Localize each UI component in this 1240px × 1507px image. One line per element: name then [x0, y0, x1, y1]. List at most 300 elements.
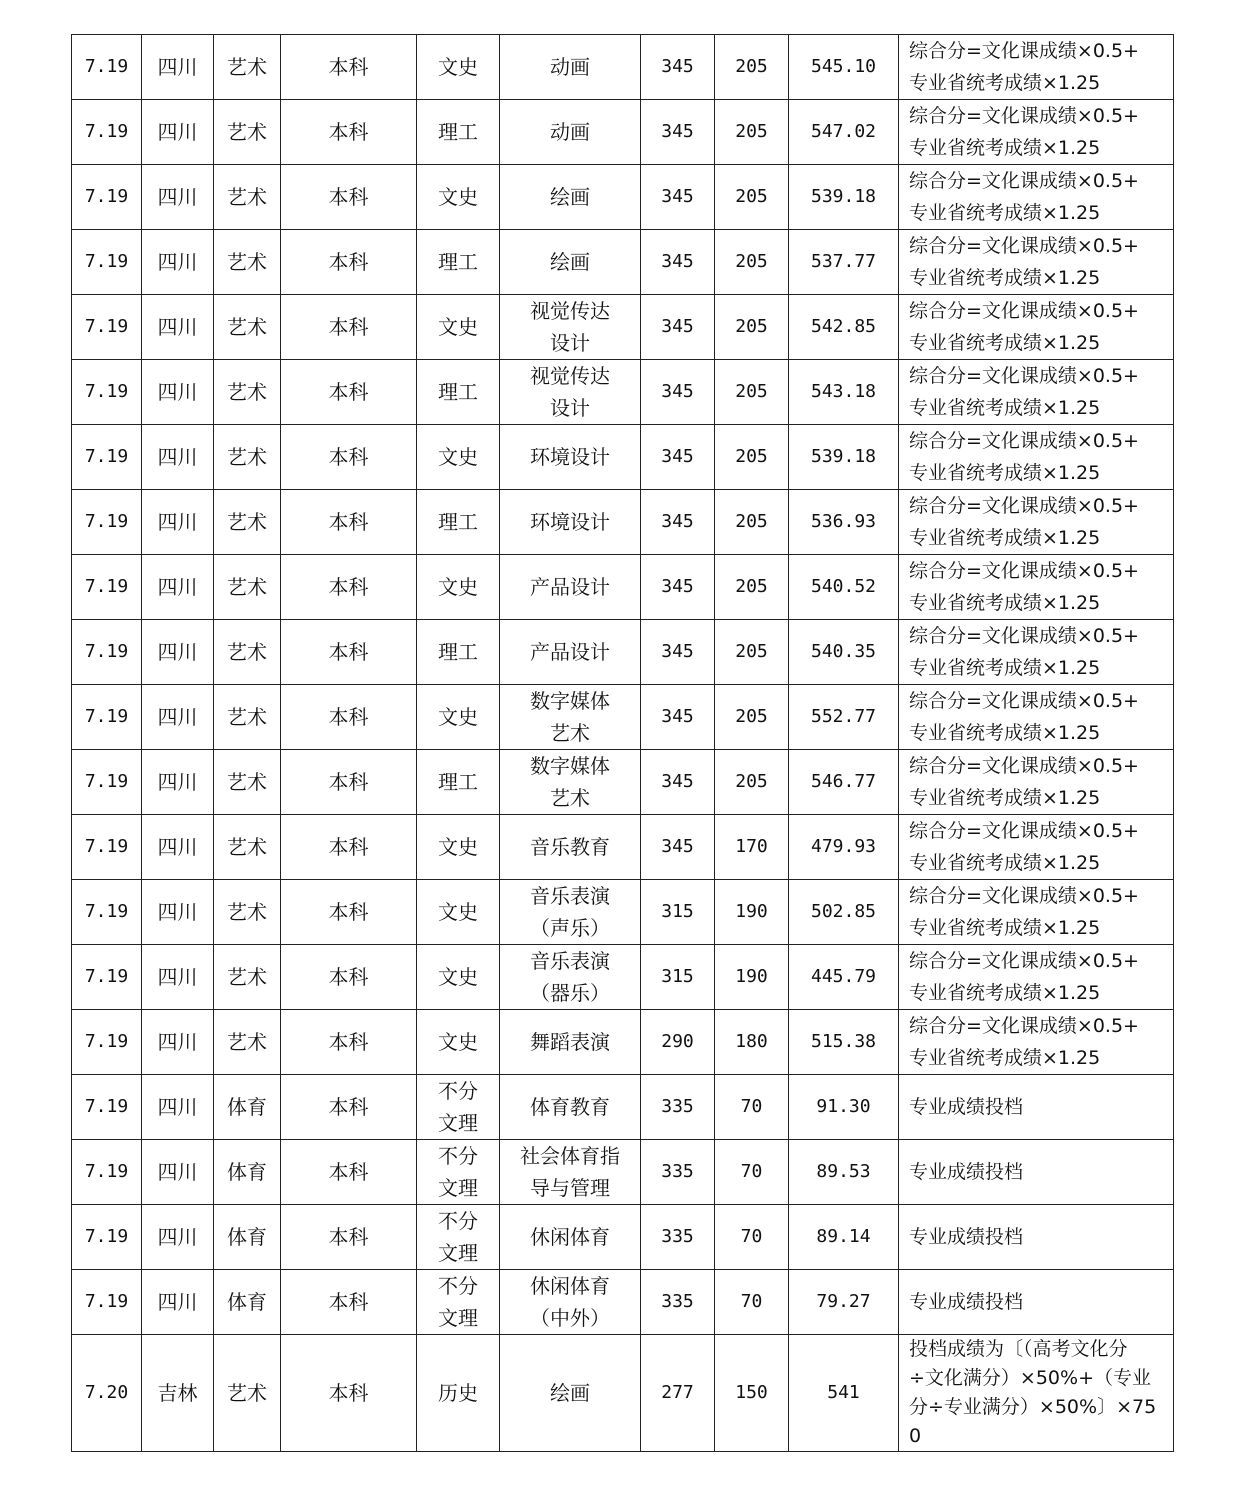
table-row — [72, 815, 1174, 880]
date-cell: 7.19 — [72, 945, 142, 1010]
date-cell: 7.19 — [72, 880, 142, 945]
level-cell: 本科 — [281, 815, 417, 880]
pro-line-cell: 190 — [715, 945, 789, 1010]
rule-cell-line: 专业省统考成绩×1.25 — [909, 202, 1101, 224]
pro-line-cell: 205 — [715, 295, 789, 360]
province-cell: 四川 — [142, 880, 214, 945]
track-cell-line: 理工 — [438, 120, 478, 144]
min-score-cell: 91.30 — [789, 1075, 899, 1140]
track-cell-line: 文史 — [438, 55, 478, 79]
level-cell: 本科 — [281, 880, 417, 945]
category-cell: 艺术 — [214, 555, 281, 620]
major-cell-line: 音乐表演 — [530, 949, 610, 973]
track-cell — [417, 165, 500, 230]
track-cell — [417, 360, 500, 425]
category-cell: 艺术 — [214, 620, 281, 685]
pro-line-cell: 150 — [715, 1335, 789, 1452]
table-row — [72, 750, 1174, 815]
rule-cell-line: 专业省统考成绩×1.25 — [909, 787, 1101, 809]
province-cell: 四川 — [142, 750, 214, 815]
table-row — [72, 620, 1174, 685]
track-cell-line: 文史 — [438, 185, 478, 209]
date-cell: 7.19 — [72, 1075, 142, 1140]
rule-cell — [899, 425, 1174, 490]
table-row — [72, 100, 1174, 165]
pro-line-cell: 205 — [715, 685, 789, 750]
rule-cell — [899, 490, 1174, 555]
table-row — [72, 1075, 1174, 1140]
rule-cell-line: 专业省统考成绩×1.25 — [909, 462, 1101, 484]
rule-cell — [899, 945, 1174, 1010]
table-row — [72, 555, 1174, 620]
min-score-cell: 539.18 — [789, 165, 899, 230]
category-cell: 艺术 — [214, 230, 281, 295]
rule-cell — [899, 35, 1174, 100]
pro-line-cell: 70 — [715, 1140, 789, 1205]
table-row — [72, 1270, 1174, 1335]
level-cell: 本科 — [281, 1010, 417, 1075]
min-score-cell: 479.93 — [789, 815, 899, 880]
major-cell — [500, 425, 641, 490]
level-cell: 本科 — [281, 295, 417, 360]
level-cell: 本科 — [281, 945, 417, 1010]
province-cell: 四川 — [142, 425, 214, 490]
culture-line-cell: 345 — [641, 35, 715, 100]
province-cell: 四川 — [142, 555, 214, 620]
major-cell — [500, 685, 641, 750]
track-cell-line: 文史 — [438, 575, 478, 599]
province-cell: 吉林 — [142, 1335, 214, 1452]
track-cell-line: 文史 — [438, 445, 478, 469]
major-cell-line: 设计 — [550, 331, 590, 355]
category-cell: 体育 — [214, 1140, 281, 1205]
province-cell: 四川 — [142, 685, 214, 750]
table-row — [72, 1335, 1174, 1452]
major-cell-line: 绘画 — [550, 1381, 590, 1405]
major-cell-line: 产品设计 — [530, 640, 610, 664]
pro-line-cell: 70 — [715, 1270, 789, 1335]
track-cell — [417, 685, 500, 750]
date-cell: 7.19 — [72, 425, 142, 490]
rule-cell — [899, 620, 1174, 685]
category-cell: 艺术 — [214, 1010, 281, 1075]
track-cell — [417, 750, 500, 815]
pro-line-cell: 205 — [715, 35, 789, 100]
major-cell-line: 绘画 — [550, 185, 590, 209]
min-score-cell: 445.79 — [789, 945, 899, 1010]
min-score-cell: 546.77 — [789, 750, 899, 815]
culture-line-cell: 345 — [641, 360, 715, 425]
track-cell-line: 不分 — [438, 1209, 478, 1233]
category-cell: 体育 — [214, 1270, 281, 1335]
level-cell: 本科 — [281, 490, 417, 555]
rule-cell-line: 专业省统考成绩×1.25 — [909, 982, 1101, 1004]
rule-cell-line: 专业成绩投档 — [909, 1096, 1024, 1118]
pro-line-cell: 205 — [715, 750, 789, 815]
table-row — [72, 425, 1174, 490]
major-cell-line: 休闲体育 — [530, 1225, 610, 1249]
rule-cell-line: 专业成绩投档 — [909, 1291, 1024, 1313]
date-cell: 7.19 — [72, 620, 142, 685]
min-score-cell: 89.14 — [789, 1205, 899, 1270]
major-cell-line: 舞蹈表演 — [530, 1030, 610, 1054]
rule-cell-line: ÷文化满分）×50%+（专业 — [909, 1367, 1151, 1389]
min-score-cell: 540.35 — [789, 620, 899, 685]
province-cell: 四川 — [142, 295, 214, 360]
rule-cell-line: 综合分=文化课成绩×0.5+ — [909, 40, 1139, 62]
track-cell-line: 不分 — [438, 1274, 478, 1298]
track-cell-line: 不分 — [438, 1144, 478, 1168]
track-cell-line: 文史 — [438, 900, 478, 924]
major-cell — [500, 230, 641, 295]
min-score-cell: 542.85 — [789, 295, 899, 360]
table-row — [72, 35, 1174, 100]
major-cell-line: 体育教育 — [530, 1095, 610, 1119]
min-score-cell: 547.02 — [789, 100, 899, 165]
track-cell-line: 文理 — [438, 1241, 478, 1265]
date-cell: 7.19 — [72, 555, 142, 620]
min-score-cell: 541 — [789, 1335, 899, 1452]
pro-line-cell: 70 — [715, 1205, 789, 1270]
major-cell — [500, 165, 641, 230]
track-cell-line: 文理 — [438, 1306, 478, 1330]
major-cell — [500, 1335, 641, 1452]
province-cell: 四川 — [142, 100, 214, 165]
level-cell: 本科 — [281, 1075, 417, 1140]
date-cell: 7.19 — [72, 815, 142, 880]
major-cell-line: 环境设计 — [530, 510, 610, 534]
track-cell-line: 历史 — [438, 1381, 478, 1405]
table-row — [72, 685, 1174, 750]
rule-cell-line: 专业省统考成绩×1.25 — [909, 137, 1101, 159]
culture-line-cell: 290 — [641, 1010, 715, 1075]
major-cell-line: 艺术 — [550, 721, 590, 745]
major-cell-line: 休闲体育 — [530, 1274, 610, 1298]
category-cell: 艺术 — [214, 880, 281, 945]
table-row — [72, 360, 1174, 425]
min-score-cell: 540.52 — [789, 555, 899, 620]
province-cell: 四川 — [142, 230, 214, 295]
culture-line-cell: 345 — [641, 295, 715, 360]
min-score-cell: 545.10 — [789, 35, 899, 100]
rule-cell — [899, 1205, 1174, 1270]
rule-cell-line: 专业省统考成绩×1.25 — [909, 1047, 1101, 1069]
major-cell — [500, 1010, 641, 1075]
table-row — [72, 1140, 1174, 1205]
category-cell: 艺术 — [214, 750, 281, 815]
major-cell — [500, 880, 641, 945]
major-cell-line: 艺术 — [550, 786, 590, 810]
major-cell-line: 视觉传达 — [530, 299, 610, 323]
level-cell: 本科 — [281, 230, 417, 295]
province-cell: 四川 — [142, 1140, 214, 1205]
category-cell: 体育 — [214, 1205, 281, 1270]
track-cell-line: 文史 — [438, 705, 478, 729]
rule-cell-line: 专业成绩投档 — [909, 1161, 1024, 1183]
track-cell — [417, 1075, 500, 1140]
date-cell: 7.19 — [72, 1270, 142, 1335]
pro-line-cell: 205 — [715, 360, 789, 425]
category-cell: 艺术 — [214, 35, 281, 100]
level-cell: 本科 — [281, 750, 417, 815]
level-cell: 本科 — [281, 35, 417, 100]
date-cell: 7.19 — [72, 100, 142, 165]
min-score-cell: 539.18 — [789, 425, 899, 490]
rule-cell-line: 综合分=文化课成绩×0.5+ — [909, 1015, 1139, 1037]
track-cell — [417, 35, 500, 100]
min-score-cell: 515.38 — [789, 1010, 899, 1075]
culture-line-cell: 345 — [641, 815, 715, 880]
province-cell: 四川 — [142, 490, 214, 555]
level-cell: 本科 — [281, 685, 417, 750]
major-cell — [500, 555, 641, 620]
level-cell: 本科 — [281, 165, 417, 230]
min-score-cell: 89.53 — [789, 1140, 899, 1205]
rule-cell-line: 综合分=文化课成绩×0.5+ — [909, 105, 1139, 127]
culture-line-cell: 345 — [641, 425, 715, 490]
province-cell: 四川 — [142, 1270, 214, 1335]
level-cell: 本科 — [281, 1140, 417, 1205]
track-cell — [417, 880, 500, 945]
rule-cell-line: 综合分=文化课成绩×0.5+ — [909, 950, 1139, 972]
level-cell: 本科 — [281, 425, 417, 490]
rule-cell — [899, 1010, 1174, 1075]
major-cell-line: 绘画 — [550, 250, 590, 274]
rule-cell-line: 综合分=文化课成绩×0.5+ — [909, 495, 1139, 517]
pro-line-cell: 205 — [715, 230, 789, 295]
province-cell: 四川 — [142, 35, 214, 100]
rule-cell-line: 综合分=文化课成绩×0.5+ — [909, 170, 1139, 192]
pro-line-cell: 70 — [715, 1075, 789, 1140]
level-cell: 本科 — [281, 100, 417, 165]
min-score-cell: 79.27 — [789, 1270, 899, 1335]
rule-cell-line: 综合分=文化课成绩×0.5+ — [909, 300, 1139, 322]
date-cell: 7.19 — [72, 1205, 142, 1270]
category-cell: 艺术 — [214, 945, 281, 1010]
major-cell-line: 音乐表演 — [530, 884, 610, 908]
rule-cell-line: 专业省统考成绩×1.25 — [909, 917, 1101, 939]
track-cell-line: 文史 — [438, 1030, 478, 1054]
category-cell: 艺术 — [214, 1335, 281, 1452]
major-cell — [500, 1205, 641, 1270]
date-cell: 7.19 — [72, 685, 142, 750]
category-cell: 体育 — [214, 1075, 281, 1140]
table-row — [72, 945, 1174, 1010]
date-cell: 7.19 — [72, 490, 142, 555]
track-cell — [417, 815, 500, 880]
track-cell-line: 理工 — [438, 770, 478, 794]
culture-line-cell: 315 — [641, 880, 715, 945]
province-cell: 四川 — [142, 620, 214, 685]
date-cell: 7.19 — [72, 230, 142, 295]
rule-cell — [899, 1270, 1174, 1335]
major-cell-line: 数字媒体 — [530, 689, 610, 713]
level-cell: 本科 — [281, 1335, 417, 1452]
table-row — [72, 295, 1174, 360]
culture-line-cell: 345 — [641, 165, 715, 230]
min-score-cell: 543.18 — [789, 360, 899, 425]
major-cell — [500, 360, 641, 425]
min-score-cell: 502.85 — [789, 880, 899, 945]
date-cell: 7.19 — [72, 1140, 142, 1205]
pro-line-cell: 205 — [715, 425, 789, 490]
major-cell — [500, 35, 641, 100]
culture-line-cell: 345 — [641, 685, 715, 750]
major-cell — [500, 1270, 641, 1335]
rule-cell — [899, 815, 1174, 880]
track-cell — [417, 100, 500, 165]
province-cell: 四川 — [142, 1010, 214, 1075]
rule-cell — [899, 230, 1174, 295]
track-cell — [417, 620, 500, 685]
category-cell: 艺术 — [214, 685, 281, 750]
date-cell: 7.19 — [72, 750, 142, 815]
min-score-cell: 537.77 — [789, 230, 899, 295]
major-cell — [500, 620, 641, 685]
culture-line-cell: 345 — [641, 490, 715, 555]
pro-line-cell: 180 — [715, 1010, 789, 1075]
province-cell: 四川 — [142, 1205, 214, 1270]
date-cell: 7.20 — [72, 1335, 142, 1452]
major-cell — [500, 1140, 641, 1205]
rule-cell-line: 综合分=文化课成绩×0.5+ — [909, 625, 1139, 647]
rule-cell — [899, 1140, 1174, 1205]
rule-cell-line: 综合分=文化课成绩×0.5+ — [909, 885, 1139, 907]
category-cell: 艺术 — [214, 815, 281, 880]
culture-line-cell: 345 — [641, 230, 715, 295]
rule-cell-line: 专业省统考成绩×1.25 — [909, 267, 1101, 289]
rule-cell-line: 投档成绩为〔（高考文化分 — [909, 1338, 1128, 1360]
major-cell-line: 视觉传达 — [530, 364, 610, 388]
rule-cell — [899, 1335, 1174, 1452]
level-cell: 本科 — [281, 620, 417, 685]
major-cell-line: 音乐教育 — [530, 835, 610, 859]
province-cell: 四川 — [142, 360, 214, 425]
rule-cell — [899, 295, 1174, 360]
culture-line-cell: 315 — [641, 945, 715, 1010]
track-cell — [417, 1010, 500, 1075]
culture-line-cell: 345 — [641, 750, 715, 815]
track-cell-line: 文史 — [438, 965, 478, 989]
category-cell: 艺术 — [214, 425, 281, 490]
major-cell-line: 动画 — [550, 120, 590, 144]
track-cell — [417, 425, 500, 490]
date-cell: 7.19 — [72, 360, 142, 425]
rule-cell-line: 综合分=文化课成绩×0.5+ — [909, 365, 1139, 387]
rule-cell — [899, 685, 1174, 750]
major-cell-line: （中外） — [530, 1306, 610, 1330]
track-cell — [417, 945, 500, 1010]
category-cell: 艺术 — [214, 295, 281, 360]
major-cell — [500, 100, 641, 165]
rule-cell-line: 综合分=文化课成绩×0.5+ — [909, 430, 1139, 452]
table-row — [72, 880, 1174, 945]
track-cell-line: 文史 — [438, 835, 478, 859]
rule-cell-line: 专业省统考成绩×1.25 — [909, 592, 1101, 614]
rule-cell — [899, 1075, 1174, 1140]
rule-cell-line: 综合分=文化课成绩×0.5+ — [909, 690, 1139, 712]
level-cell: 本科 — [281, 1270, 417, 1335]
rule-cell-line: 专业省统考成绩×1.25 — [909, 397, 1101, 419]
category-cell: 艺术 — [214, 490, 281, 555]
rule-cell-line: 专业成绩投档 — [909, 1226, 1024, 1248]
rule-cell-line: 综合分=文化课成绩×0.5+ — [909, 755, 1139, 777]
major-cell — [500, 815, 641, 880]
major-cell — [500, 750, 641, 815]
track-cell-line: 理工 — [438, 250, 478, 274]
culture-line-cell: 345 — [641, 555, 715, 620]
table-row — [72, 230, 1174, 295]
track-cell-line: 理工 — [438, 510, 478, 534]
pro-line-cell: 205 — [715, 100, 789, 165]
table-row — [72, 165, 1174, 230]
category-cell: 艺术 — [214, 360, 281, 425]
rule-cell-line: 专业省统考成绩×1.25 — [909, 72, 1101, 94]
pro-line-cell: 205 — [715, 620, 789, 685]
rule-cell-line: 综合分=文化课成绩×0.5+ — [909, 235, 1139, 257]
major-cell-line: （器乐） — [530, 981, 610, 1005]
track-cell-line: 理工 — [438, 380, 478, 404]
culture-line-cell: 345 — [641, 100, 715, 165]
province-cell: 四川 — [142, 945, 214, 1010]
category-cell: 艺术 — [214, 165, 281, 230]
major-cell — [500, 945, 641, 1010]
rule-cell — [899, 880, 1174, 945]
major-cell-line: 动画 — [550, 55, 590, 79]
culture-line-cell: 335 — [641, 1140, 715, 1205]
category-cell: 艺术 — [214, 100, 281, 165]
level-cell: 本科 — [281, 360, 417, 425]
table-body — [72, 35, 1174, 1452]
track-cell — [417, 555, 500, 620]
admission-score-table — [71, 34, 1174, 1452]
culture-line-cell: 345 — [641, 620, 715, 685]
province-cell: 四川 — [142, 1075, 214, 1140]
major-cell-line: 设计 — [550, 396, 590, 420]
track-cell-line: 文史 — [438, 315, 478, 339]
track-cell — [417, 1205, 500, 1270]
min-score-cell: 552.77 — [789, 685, 899, 750]
date-cell: 7.19 — [72, 35, 142, 100]
min-score-cell: 536.93 — [789, 490, 899, 555]
pro-line-cell: 205 — [715, 555, 789, 620]
major-cell-line: 环境设计 — [530, 445, 610, 469]
major-cell — [500, 295, 641, 360]
date-cell: 7.19 — [72, 295, 142, 360]
rule-cell-line: 专业省统考成绩×1.25 — [909, 722, 1101, 744]
pro-line-cell: 190 — [715, 880, 789, 945]
rule-cell-line: 综合分=文化课成绩×0.5+ — [909, 560, 1139, 582]
major-cell — [500, 490, 641, 555]
track-cell-line: 文理 — [438, 1176, 478, 1200]
rule-cell — [899, 100, 1174, 165]
track-cell-line: 文理 — [438, 1111, 478, 1135]
table-row — [72, 1205, 1174, 1270]
major-cell-line: （声乐） — [530, 916, 610, 940]
major-cell-line: 导与管理 — [530, 1176, 610, 1200]
province-cell: 四川 — [142, 815, 214, 880]
culture-line-cell: 335 — [641, 1205, 715, 1270]
major-cell — [500, 1075, 641, 1140]
track-cell — [417, 1270, 500, 1335]
major-cell-line: 社会体育指 — [520, 1144, 620, 1168]
track-cell-line: 理工 — [438, 640, 478, 664]
pro-line-cell: 205 — [715, 165, 789, 230]
rule-cell — [899, 555, 1174, 620]
rule-cell — [899, 360, 1174, 425]
major-cell-line: 产品设计 — [530, 575, 610, 599]
rule-cell-line: 分÷专业满分）×50%〕×750 — [909, 1396, 1157, 1447]
